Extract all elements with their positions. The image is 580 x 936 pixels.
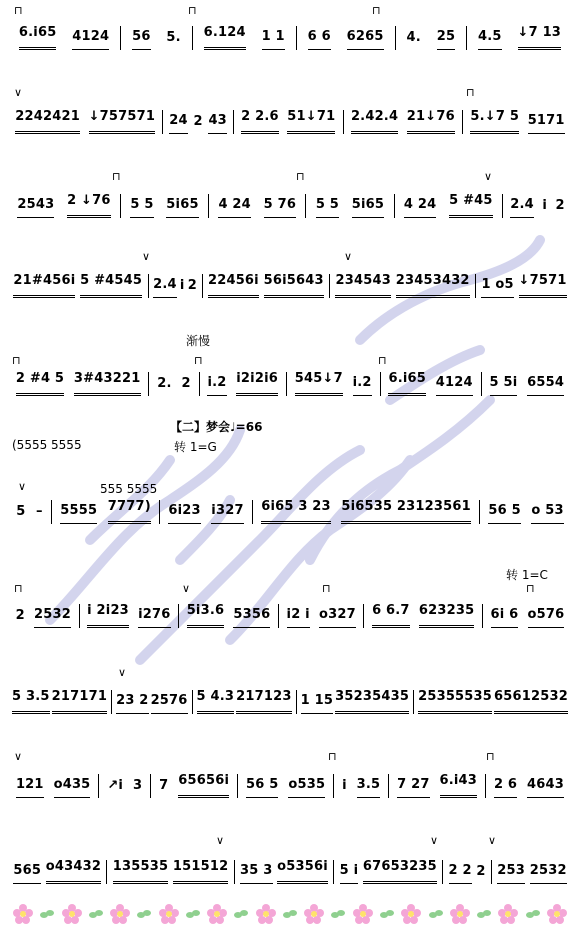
- measure: [151, 774, 238, 798]
- measure: [80, 604, 180, 628]
- note: ↗i: [107, 778, 124, 793]
- measure: [8, 500, 52, 524]
- notation-row: [8, 368, 572, 396]
- note-group: 2 #4 5: [16, 372, 64, 396]
- flower-icon: [497, 903, 519, 925]
- bow-mark: ⊓: [12, 354, 21, 367]
- measure: [99, 774, 151, 798]
- note-group: 3.5: [357, 777, 381, 798]
- note-group: 4124: [436, 375, 473, 396]
- bow-mark: ⊓: [296, 170, 305, 183]
- note-group: 35 3: [240, 863, 272, 884]
- note-group: 25355535: [418, 690, 492, 714]
- bow-mark: ⊓: [486, 750, 495, 763]
- measure: [112, 690, 192, 714]
- note-group: 1 1: [262, 29, 285, 50]
- note-group: 2532: [530, 863, 567, 884]
- measure: [160, 500, 253, 524]
- notation-row: [8, 770, 572, 798]
- bow-mark: ⊓: [378, 354, 387, 367]
- measure: [486, 774, 572, 798]
- flower-border: [12, 900, 568, 928]
- measure: [306, 194, 394, 218]
- note: i: [342, 778, 347, 793]
- note: 3: [132, 778, 143, 793]
- note-group: 4 24: [218, 197, 250, 218]
- note-group: 2543: [17, 197, 54, 218]
- tempo-slow-label: 渐慢: [186, 334, 211, 348]
- note-group: 5171: [528, 113, 565, 134]
- note-group: 253: [497, 863, 525, 884]
- note-group: ↓757571: [89, 110, 156, 134]
- note-group: i276: [138, 607, 170, 628]
- note-group: 67653235: [363, 860, 437, 884]
- note-group: 7 27: [397, 777, 429, 798]
- note: 2: [15, 608, 25, 623]
- note-group: ↓7 13: [518, 26, 562, 50]
- note-group: 5 4.3: [197, 690, 235, 714]
- measure: [8, 604, 80, 628]
- pre-note-b: 555 5555: [100, 482, 158, 496]
- note-group: 5i65: [352, 197, 384, 218]
- note: 5.: [166, 30, 181, 45]
- note-group: 3#43221: [74, 372, 141, 396]
- note-group: 623235: [419, 604, 474, 628]
- measure: [480, 500, 572, 524]
- measure: [503, 194, 572, 218]
- note-group: 21#456i: [13, 274, 75, 298]
- accent-mark: ∨: [18, 480, 27, 493]
- flower-icon: [206, 903, 228, 925]
- measure: [476, 274, 572, 298]
- notation-row: [8, 600, 572, 628]
- note-group: 5 5: [130, 197, 153, 218]
- bow-mark: ⊓: [372, 4, 381, 17]
- measure: [297, 690, 414, 714]
- measure: [8, 194, 121, 218]
- note-group: 5 76: [264, 197, 296, 218]
- note-group: o5356i: [277, 860, 328, 884]
- note-group: 1 o5: [481, 277, 513, 298]
- note-group: ↓7571: [519, 274, 567, 298]
- accent-mark: ∨: [344, 250, 353, 263]
- measure: [149, 372, 199, 396]
- leaf-icon: [137, 908, 151, 920]
- note-group: 217171: [52, 690, 107, 714]
- notation-row: [8, 496, 572, 524]
- note-group: 151512: [173, 860, 228, 884]
- leaf-icon: [186, 908, 200, 920]
- note-group: 6.124: [204, 26, 246, 50]
- leaf-icon: [526, 908, 540, 920]
- accent-mark: ∨: [14, 750, 23, 763]
- measure: [200, 372, 287, 396]
- notation-row: [8, 22, 572, 50]
- note-group: 2 2.6: [241, 110, 279, 134]
- flower-icon: [158, 903, 180, 925]
- note-group: 5i3.6: [187, 604, 225, 628]
- measure: [396, 26, 468, 50]
- note-group: 56 5: [488, 503, 520, 524]
- note: –: [36, 504, 43, 519]
- measure: [8, 774, 99, 798]
- leaf-icon: [380, 908, 394, 920]
- note: 7: [159, 778, 169, 793]
- note-group: 545↓7: [295, 372, 343, 396]
- note-group: 6i65 3 23: [261, 500, 331, 524]
- measure: [287, 372, 381, 396]
- note-group: 5356: [233, 607, 270, 628]
- measure: [8, 372, 149, 396]
- flower-icon: [12, 903, 34, 925]
- measure: [381, 372, 482, 396]
- note-group: 65656i: [178, 774, 229, 798]
- leaf-icon: [331, 908, 345, 920]
- measure: [121, 26, 193, 50]
- note-group: 5i65: [166, 197, 198, 218]
- note-group: 6i 6: [491, 607, 519, 628]
- note-group: 25: [437, 29, 456, 50]
- flower-icon: [255, 903, 277, 925]
- note-group: 234543: [335, 274, 390, 298]
- measure: [463, 110, 572, 134]
- bow-mark: ⊓: [112, 170, 121, 183]
- leaf-icon: [40, 908, 54, 920]
- measure: [234, 110, 344, 134]
- notation-row: [8, 106, 572, 134]
- notation-row: [8, 270, 572, 298]
- note-group: o 53: [531, 503, 563, 524]
- note-group: 6265: [347, 29, 384, 50]
- note: 4.: [406, 30, 421, 45]
- measure: [52, 500, 160, 524]
- note-group: 2 6: [494, 777, 517, 798]
- note-group: 2.4: [153, 277, 177, 298]
- bow-mark: ⊓: [322, 582, 331, 595]
- note-group: i2i2i6: [236, 372, 278, 396]
- accent-mark: ∨: [430, 834, 439, 847]
- notation-row: [8, 686, 572, 714]
- measure: [467, 26, 572, 50]
- measure: [8, 274, 149, 298]
- note-group: 5 #45: [449, 194, 493, 218]
- measure: [414, 690, 572, 714]
- note-group: 4124: [72, 29, 109, 50]
- note-group: i2 i: [287, 607, 310, 628]
- note-group: 6.i65: [19, 26, 57, 50]
- note-group: 43: [208, 113, 227, 134]
- measure: [344, 110, 463, 134]
- measure: [492, 860, 572, 884]
- measure: [203, 274, 331, 298]
- measure: [279, 604, 365, 628]
- note: 2: [476, 864, 486, 879]
- note-group: 22456i: [208, 274, 259, 298]
- measure: [482, 372, 572, 396]
- measure: [8, 110, 163, 134]
- accent-mark: ∨: [216, 834, 225, 847]
- measure: [364, 604, 482, 628]
- leaf-icon: [429, 908, 443, 920]
- measure: [443, 860, 492, 884]
- section-title: 【二】梦会♩=66: [170, 420, 263, 434]
- note-group: 56: [132, 29, 151, 50]
- measure: [193, 690, 297, 714]
- measure: [8, 26, 121, 50]
- accent-mark: ∨: [14, 86, 23, 99]
- note-group: 65612532: [494, 690, 568, 714]
- bow-mark: ⊓: [14, 4, 23, 17]
- flower-icon: [109, 903, 131, 925]
- note: 2: [193, 114, 203, 129]
- note-group: i.2: [207, 375, 226, 396]
- note-group: o576: [528, 607, 565, 628]
- note: 2.: [157, 376, 172, 391]
- note-group: 2 ↓76: [67, 194, 111, 218]
- key-change-g: 转 1=G: [174, 440, 217, 454]
- note-group: 4 24: [404, 197, 436, 218]
- note-group: 7777): [108, 500, 151, 524]
- note-group: 5 5: [316, 197, 339, 218]
- flower-icon: [449, 903, 471, 925]
- note-group: 24: [169, 113, 188, 134]
- leaf-icon: [477, 908, 491, 920]
- note-group: 6.i65: [388, 372, 426, 396]
- note-group: 6i23: [168, 503, 200, 524]
- note-group: 2 2: [449, 863, 472, 884]
- flower-icon: [61, 903, 83, 925]
- measure: [235, 860, 335, 884]
- note: i: [542, 198, 548, 213]
- measure: [483, 604, 572, 628]
- note-group: 5 #4545: [80, 274, 142, 298]
- note-group: 1 15: [301, 693, 333, 714]
- note-group: 5 5i: [490, 375, 518, 396]
- bow-mark: ⊓: [14, 582, 23, 595]
- bow-mark: ⊓: [526, 582, 535, 595]
- note-group: i.2: [353, 375, 372, 396]
- note: 2: [187, 278, 197, 293]
- measure: [193, 26, 297, 50]
- measure: [330, 274, 476, 298]
- pre-note-a: (5555 5555: [12, 438, 82, 452]
- measure: [209, 194, 306, 218]
- bow-mark: ⊓: [328, 750, 337, 763]
- accent-mark: ∨: [484, 170, 493, 183]
- measure: [149, 274, 203, 298]
- leaf-icon: [89, 908, 103, 920]
- note-group: 56 5: [246, 777, 278, 798]
- note-group: o435: [54, 777, 91, 798]
- note-group: 6 6: [308, 29, 331, 50]
- note-group: 135535: [113, 860, 168, 884]
- note: 2: [181, 376, 191, 391]
- flower-icon: [352, 903, 374, 925]
- note-group: 2532: [34, 607, 71, 628]
- note-group: 217123: [236, 690, 291, 714]
- leaf-icon: [283, 908, 297, 920]
- leaf-icon: [234, 908, 248, 920]
- note-group: o327: [319, 607, 356, 628]
- measure: [163, 110, 233, 134]
- note-group: o535: [288, 777, 325, 798]
- note-group: 35235435: [335, 690, 409, 714]
- measure: [121, 194, 209, 218]
- notation-row: [8, 856, 572, 884]
- note-group: 21↓76: [407, 110, 455, 134]
- note-group: 5 i: [340, 863, 359, 884]
- note: i: [179, 278, 185, 293]
- note-group: 6 6.7: [372, 604, 410, 628]
- key-change-c: 转 1=C: [506, 568, 548, 582]
- note-group: i 2i23: [87, 604, 129, 628]
- flower-icon: [546, 903, 568, 925]
- note-group: 565: [13, 863, 41, 884]
- accent-mark: ∨: [488, 834, 497, 847]
- measure: [297, 26, 396, 50]
- note-group: 5555: [60, 503, 97, 524]
- measure: [395, 194, 503, 218]
- accent-mark: ∨: [118, 666, 127, 679]
- flower-icon: [400, 903, 422, 925]
- measure: [8, 860, 107, 884]
- flower-icon: [303, 903, 325, 925]
- note-group: 56i5643: [264, 274, 324, 298]
- measure: [179, 604, 279, 628]
- note: 2: [555, 198, 565, 213]
- bow-mark: ⊓: [188, 4, 197, 17]
- note-group: o43432: [46, 860, 101, 884]
- accent-mark: ∨: [182, 582, 191, 595]
- note-group: 2.4: [510, 197, 534, 218]
- bow-mark: ⊓: [194, 354, 203, 367]
- bow-mark: ⊓: [466, 86, 475, 99]
- note-group: 4.5: [478, 29, 502, 50]
- measure: [389, 774, 486, 798]
- notation-row: [8, 190, 572, 218]
- measure: [334, 774, 389, 798]
- note-group: i327: [211, 503, 243, 524]
- note-group: 2576: [151, 693, 188, 714]
- measure: [107, 860, 234, 884]
- measure: [8, 690, 112, 714]
- note-group: 5i6535 23123561: [341, 500, 471, 524]
- note-group: 5 3.5: [12, 690, 50, 714]
- note-group: 23 2: [116, 693, 148, 714]
- note-group: 2242421: [15, 110, 80, 134]
- note-group: 4643: [527, 777, 564, 798]
- note: 5: [16, 504, 26, 519]
- note-group: 6.i43: [440, 774, 478, 798]
- note-group: 2.42.4: [351, 110, 398, 134]
- note-group: 5.↓7 5: [470, 110, 519, 134]
- accent-mark: ∨: [142, 250, 151, 263]
- measure: [334, 860, 443, 884]
- measure: [253, 500, 480, 524]
- note-group: 51↓71: [287, 110, 335, 134]
- note-group: 6554: [527, 375, 564, 396]
- measure: [238, 774, 334, 798]
- note-group: 121: [16, 777, 44, 798]
- note-group: 23453432: [396, 274, 470, 298]
